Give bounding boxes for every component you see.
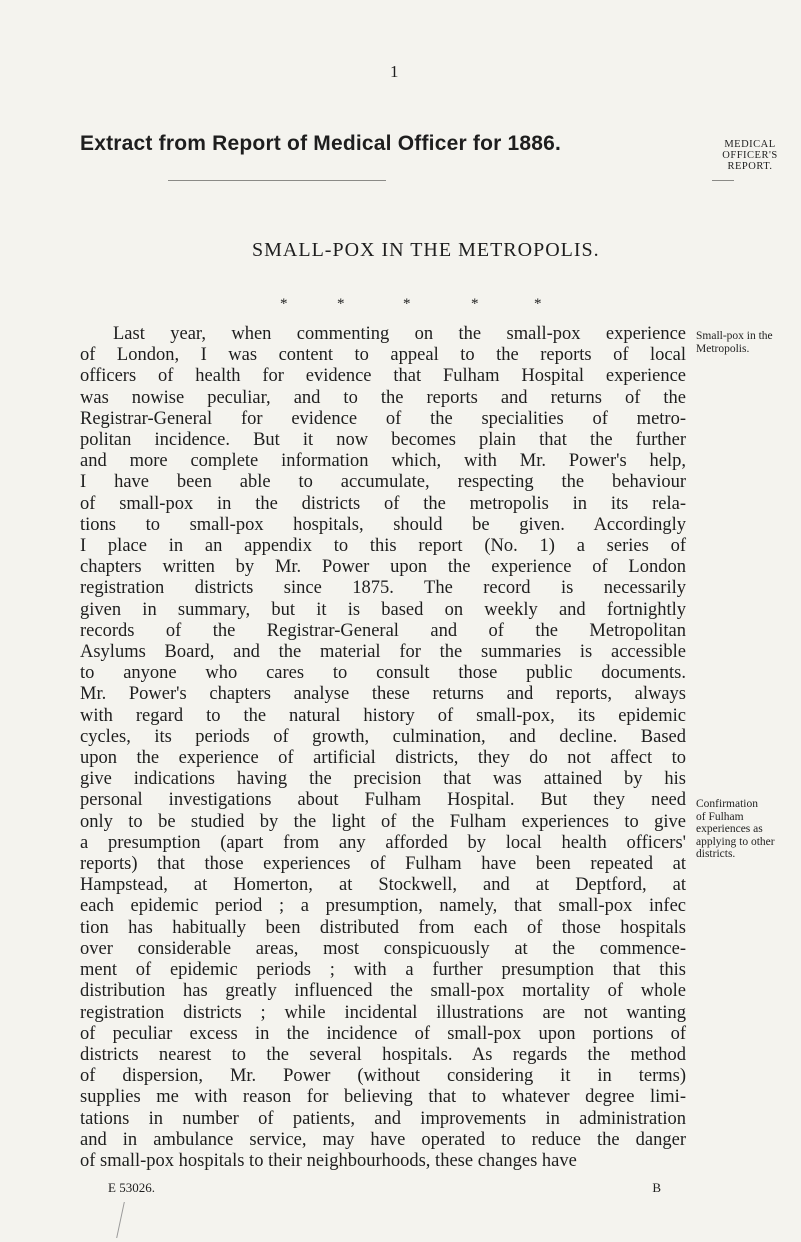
- text-line: to anyone who cares to consult those public documents.: [80, 663, 686, 684]
- section-heading: SMALL-POX IN THE METROPOLIS.: [252, 239, 600, 261]
- text-line: Registrar-General for evidence of the specialities of metro-: [80, 408, 686, 429]
- text-line: tations in number of patients, and improvements in administration: [80, 1108, 686, 1129]
- margin-note-line: of Fulham: [696, 810, 744, 823]
- margin-note-smallpox: [696, 330, 773, 355]
- title-rule: [168, 180, 386, 181]
- margin-note-line: districts.: [696, 848, 736, 860]
- margin-note-line: applying to other: [696, 835, 775, 848]
- text-line: Hampstead, at Homerton, at Stockwell, and at Deptford, at: [80, 875, 686, 896]
- text-line: registration districts since 1875. The record is necessarily: [80, 578, 686, 599]
- body-paragraph: [80, 324, 686, 1172]
- text-line: of small-pox in the districts of the metropolis in its rela-: [80, 493, 686, 514]
- text-line: and more complete information which, with Mr. Power's help,: [80, 451, 686, 472]
- text-line: ment of epidemic periods ; with a further presumption that this: [80, 960, 686, 981]
- star-mark: *: [403, 296, 411, 312]
- footer-sheet-letter: B: [652, 1180, 661, 1195]
- text-line: records of the Registrar-General and of the Metropolitan: [80, 620, 686, 641]
- text-line: over considerable areas, most conspicuously at the commence-: [80, 938, 686, 959]
- text-line: and in ambulance service, may have operated to reduce the danger: [80, 1129, 686, 1150]
- star-mark: *: [337, 296, 345, 312]
- text-line: given in summary, but it is based on weekly and fortnightly: [80, 599, 686, 620]
- text-line: Last year, when commenting on the small-pox experience: [113, 324, 686, 344]
- text-line: I have been able to accumulate, respecting the behaviour: [80, 472, 686, 493]
- margin-note-confirmation: [696, 798, 775, 861]
- page-footer: [108, 1180, 661, 1196]
- page-number: 1: [390, 62, 399, 81]
- star-mark: *: [471, 296, 479, 312]
- text-line: was nowise peculiar, and to the reports and returns of the: [80, 387, 686, 408]
- text-line: personal investigations about Fulham Hospital. But they need: [80, 790, 686, 811]
- page-title: Extract from Report of Medical Officer for 1886.: [80, 132, 562, 155]
- text-line: upon the experience of artificial districts, they do not affect to: [80, 748, 686, 769]
- text-line: registration districts ; while incidental illustrations are not wanting: [80, 1002, 686, 1023]
- text-line: tion has habitually been distributed from each of those hospitals: [80, 917, 686, 938]
- text-line: of dispersion, Mr. Power (without considering it in terms): [80, 1066, 686, 1087]
- text-line: give indications having the precision that was attained by his: [80, 769, 686, 790]
- margin-note-line: Metropolis.: [696, 342, 750, 355]
- text-line: supplies me with reason for believing that to whatever degree limi-: [80, 1087, 686, 1108]
- text-line: chapters written by Mr. Power upon the experience of London: [80, 557, 686, 578]
- corner-label-line: OFFICER'S: [722, 150, 778, 161]
- text-line: politan incidence. But it now becomes plain that the further: [80, 430, 686, 451]
- text-line: of London, I was content to appeal to the reports of local: [80, 345, 686, 366]
- corner-label-line: REPORT.: [727, 161, 773, 172]
- text-line: districts nearest to the several hospitals. As regards the method: [80, 1044, 686, 1065]
- text-line: Mr. Power's chapters analyse these returns and reports, always: [80, 684, 686, 705]
- text-line: only to be studied by the light of the Fulham experiences to give: [80, 811, 686, 832]
- margin-note-line: Confirmation: [696, 798, 758, 810]
- pencil-mark: [116, 1202, 131, 1238]
- text-line: I place in an appendix to this report (No. 1) a series of: [80, 536, 686, 557]
- star-mark: *: [280, 296, 288, 312]
- text-line: with regard to the natural history of small-pox, its epidemic: [80, 705, 686, 726]
- corner-label-line: MEDICAL: [724, 139, 776, 150]
- text-line: of peculiar excess in the incidence of small-pox upon portions of: [80, 1023, 686, 1044]
- text-line: distribution has greatly influenced the small-pox mortality of whole: [80, 981, 686, 1002]
- text-line: Asylums Board, and the material for the summaries is accessible: [80, 642, 686, 663]
- footer-signature: E 53026.: [108, 1180, 155, 1195]
- text-line: a presumption (apart from any afforded by local health officers': [80, 832, 686, 853]
- text-line: cycles, its periods of growth, culmination, and decline. Based: [80, 726, 686, 747]
- star-mark: *: [534, 296, 542, 312]
- margin-note-line: Small-pox in the: [696, 330, 773, 342]
- corner-rule: [712, 180, 734, 181]
- corner-label: [704, 139, 796, 172]
- text-line: reports) that those experiences of Fulham have been repeated at: [80, 854, 686, 875]
- text-line: tions to small-pox hospitals, should be given. Accordingly: [80, 514, 686, 535]
- margin-note-line: experiences as: [696, 823, 763, 835]
- text-line: officers of health for evidence that Fulham Hospital experience: [80, 366, 686, 387]
- text-line: of small-pox hospitals to their neighbourhoods, these changes have: [80, 1150, 577, 1171]
- text-line: each epidemic period ; a presumption, namely, that small-pox infec: [80, 896, 686, 917]
